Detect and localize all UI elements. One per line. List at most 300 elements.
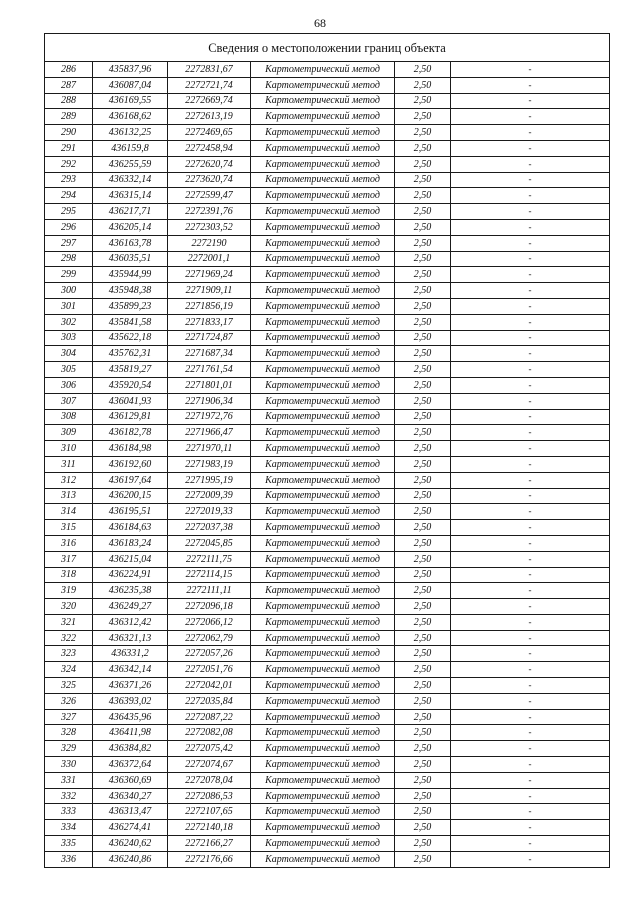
y-coordinate-cell: 2271909,11 xyxy=(168,283,251,299)
method-cell: Картометрический метод xyxy=(251,836,395,852)
y-coordinate-cell: 2271983,19 xyxy=(168,456,251,472)
description-cell: - xyxy=(451,330,610,346)
method-cell: Картометрический метод xyxy=(251,140,395,156)
x-coordinate-cell: 436312,42 xyxy=(93,614,168,630)
table-row xyxy=(45,456,610,472)
point-number-cell: 310 xyxy=(45,441,93,457)
table-row xyxy=(45,820,610,836)
accuracy-cell: 2,50 xyxy=(395,804,451,820)
table-row xyxy=(45,662,610,678)
method-cell: Картометрический метод xyxy=(251,614,395,630)
description-cell: - xyxy=(451,836,610,852)
point-number-cell: 309 xyxy=(45,425,93,441)
description-cell: - xyxy=(451,219,610,235)
method-cell: Картометрический метод xyxy=(251,346,395,362)
method-cell: Картометрический метод xyxy=(251,409,395,425)
table-row xyxy=(45,488,610,504)
point-number-cell: 326 xyxy=(45,693,93,709)
x-coordinate-cell: 435837,96 xyxy=(93,62,168,78)
table-row xyxy=(45,757,610,773)
point-number-cell: 289 xyxy=(45,109,93,125)
x-coordinate-cell: 436169,55 xyxy=(93,93,168,109)
description-cell: - xyxy=(451,662,610,678)
accuracy-cell: 2,50 xyxy=(395,77,451,93)
x-coordinate-cell: 436411,98 xyxy=(93,725,168,741)
method-cell: Картометрический метод xyxy=(251,425,395,441)
x-coordinate-cell: 435762,31 xyxy=(93,346,168,362)
table-row xyxy=(45,567,610,583)
accuracy-cell: 2,50 xyxy=(395,93,451,109)
description-cell: - xyxy=(451,267,610,283)
table-row xyxy=(45,188,610,204)
table-row xyxy=(45,678,610,694)
method-cell: Картометрический метод xyxy=(251,678,395,694)
method-cell: Картометрический метод xyxy=(251,314,395,330)
description-cell: - xyxy=(451,251,610,267)
y-coordinate-cell: 2271724,87 xyxy=(168,330,251,346)
y-coordinate-cell: 2272075,42 xyxy=(168,741,251,757)
y-coordinate-cell: 2272111,11 xyxy=(168,583,251,599)
table-row xyxy=(45,441,610,457)
boundary-coordinates-table xyxy=(44,33,610,868)
point-number-cell: 296 xyxy=(45,219,93,235)
y-coordinate-cell: 2272082,08 xyxy=(168,725,251,741)
y-coordinate-cell: 2272391,76 xyxy=(168,204,251,220)
point-number-cell: 328 xyxy=(45,725,93,741)
y-coordinate-cell: 2271833,17 xyxy=(168,314,251,330)
accuracy-cell: 2,50 xyxy=(395,251,451,267)
y-coordinate-cell: 2272107,65 xyxy=(168,804,251,820)
method-cell: Картометрический метод xyxy=(251,283,395,299)
x-coordinate-cell: 436217,71 xyxy=(93,204,168,220)
description-cell: - xyxy=(451,741,610,757)
y-coordinate-cell: 2272190 xyxy=(168,235,251,251)
point-number-cell: 329 xyxy=(45,741,93,757)
x-coordinate-cell: 436224,91 xyxy=(93,567,168,583)
table-row xyxy=(45,472,610,488)
table-row xyxy=(45,267,610,283)
point-number-cell: 297 xyxy=(45,235,93,251)
description-cell: - xyxy=(451,757,610,773)
point-number-cell: 322 xyxy=(45,630,93,646)
y-coordinate-cell: 2272087,22 xyxy=(168,709,251,725)
y-coordinate-cell: 2272613,19 xyxy=(168,109,251,125)
x-coordinate-cell: 435920,54 xyxy=(93,377,168,393)
accuracy-cell: 2,50 xyxy=(395,820,451,836)
accuracy-cell: 2,50 xyxy=(395,599,451,615)
description-cell: - xyxy=(451,425,610,441)
y-coordinate-cell: 2272721,74 xyxy=(168,77,251,93)
x-coordinate-cell: 436087,04 xyxy=(93,77,168,93)
y-coordinate-cell: 2272074,67 xyxy=(168,757,251,773)
accuracy-cell: 2,50 xyxy=(395,630,451,646)
y-coordinate-cell: 2272831,67 xyxy=(168,62,251,78)
method-cell: Картометрический метод xyxy=(251,488,395,504)
accuracy-cell: 2,50 xyxy=(395,140,451,156)
x-coordinate-cell: 436321,13 xyxy=(93,630,168,646)
y-coordinate-cell: 2272045,85 xyxy=(168,535,251,551)
method-cell: Картометрический метод xyxy=(251,204,395,220)
description-cell: - xyxy=(451,535,610,551)
point-number-cell: 333 xyxy=(45,804,93,820)
y-coordinate-cell: 2271801,01 xyxy=(168,377,251,393)
x-coordinate-cell: 436249,27 xyxy=(93,599,168,615)
method-cell: Картометрический метод xyxy=(251,757,395,773)
y-coordinate-cell: 2272111,75 xyxy=(168,551,251,567)
description-cell: - xyxy=(451,488,610,504)
point-number-cell: 303 xyxy=(45,330,93,346)
method-cell: Картометрический метод xyxy=(251,456,395,472)
point-number-cell: 299 xyxy=(45,267,93,283)
table-row xyxy=(45,298,610,314)
y-coordinate-cell: 2271906,34 xyxy=(168,393,251,409)
method-cell: Картометрический метод xyxy=(251,693,395,709)
table-row xyxy=(45,520,610,536)
x-coordinate-cell: 436168,62 xyxy=(93,109,168,125)
description-cell: - xyxy=(451,520,610,536)
table-row xyxy=(45,425,610,441)
method-cell: Картометрический метод xyxy=(251,472,395,488)
table-row xyxy=(45,646,610,662)
description-cell: - xyxy=(451,235,610,251)
point-number-cell: 291 xyxy=(45,140,93,156)
method-cell: Картометрический метод xyxy=(251,535,395,551)
table-row xyxy=(45,836,610,852)
method-cell: Картометрический метод xyxy=(251,93,395,109)
x-coordinate-cell: 436371,26 xyxy=(93,678,168,694)
point-number-cell: 292 xyxy=(45,156,93,172)
method-cell: Картометрический метод xyxy=(251,709,395,725)
point-number-cell: 331 xyxy=(45,772,93,788)
point-number-cell: 332 xyxy=(45,788,93,804)
point-number-cell: 325 xyxy=(45,678,93,694)
accuracy-cell: 2,50 xyxy=(395,346,451,362)
accuracy-cell: 2,50 xyxy=(395,125,451,141)
point-number-cell: 319 xyxy=(45,583,93,599)
accuracy-cell: 2,50 xyxy=(395,614,451,630)
x-coordinate-cell: 436200,15 xyxy=(93,488,168,504)
point-number-cell: 308 xyxy=(45,409,93,425)
table-row xyxy=(45,109,610,125)
x-coordinate-cell: 436159,8 xyxy=(93,140,168,156)
method-cell: Картометрический метод xyxy=(251,125,395,141)
point-number-cell: 320 xyxy=(45,599,93,615)
table-row xyxy=(45,77,610,93)
accuracy-cell: 2,50 xyxy=(395,488,451,504)
table-row xyxy=(45,599,610,615)
accuracy-cell: 2,50 xyxy=(395,109,451,125)
table-row xyxy=(45,346,610,362)
accuracy-cell: 2,50 xyxy=(395,425,451,441)
x-coordinate-cell: 436313,47 xyxy=(93,804,168,820)
description-cell: - xyxy=(451,172,610,188)
description-cell: - xyxy=(451,283,610,299)
x-coordinate-cell: 436240,62 xyxy=(93,836,168,852)
accuracy-cell: 2,50 xyxy=(395,472,451,488)
point-number-cell: 323 xyxy=(45,646,93,662)
y-coordinate-cell: 2271856,19 xyxy=(168,298,251,314)
x-coordinate-cell: 436331,2 xyxy=(93,646,168,662)
x-coordinate-cell: 436393,02 xyxy=(93,693,168,709)
accuracy-cell: 2,50 xyxy=(395,851,451,867)
page-number: 68 xyxy=(314,16,326,30)
table-row xyxy=(45,251,610,267)
x-coordinate-cell: 436342,14 xyxy=(93,662,168,678)
x-coordinate-cell: 436041,93 xyxy=(93,393,168,409)
description-cell: - xyxy=(451,725,610,741)
point-number-cell: 316 xyxy=(45,535,93,551)
x-coordinate-cell: 435899,23 xyxy=(93,298,168,314)
table-title: Сведения о местоположении границ объекта xyxy=(45,34,610,62)
y-coordinate-cell: 2271969,24 xyxy=(168,267,251,283)
description-cell: - xyxy=(451,504,610,520)
method-cell: Картометрический метод xyxy=(251,251,395,267)
table-row xyxy=(45,725,610,741)
description-cell: - xyxy=(451,614,610,630)
table-row xyxy=(45,204,610,220)
table-row xyxy=(45,156,610,172)
point-number-cell: 287 xyxy=(45,77,93,93)
point-number-cell: 307 xyxy=(45,393,93,409)
y-coordinate-cell: 2272096,18 xyxy=(168,599,251,615)
y-coordinate-cell: 2271972,76 xyxy=(168,409,251,425)
method-cell: Картометрический метод xyxy=(251,298,395,314)
method-cell: Картометрический метод xyxy=(251,630,395,646)
method-cell: Картометрический метод xyxy=(251,377,395,393)
accuracy-cell: 2,50 xyxy=(395,678,451,694)
description-cell: - xyxy=(451,62,610,78)
table-row xyxy=(45,330,610,346)
point-number-cell: 336 xyxy=(45,851,93,867)
description-cell: - xyxy=(451,377,610,393)
y-coordinate-cell: 2272176,66 xyxy=(168,851,251,867)
point-number-cell: 335 xyxy=(45,836,93,852)
point-number-cell: 312 xyxy=(45,472,93,488)
table-row xyxy=(45,614,610,630)
description-cell: - xyxy=(451,204,610,220)
table-row xyxy=(45,235,610,251)
accuracy-cell: 2,50 xyxy=(395,725,451,741)
table-row xyxy=(45,125,610,141)
y-coordinate-cell: 2272037,38 xyxy=(168,520,251,536)
point-number-cell: 324 xyxy=(45,662,93,678)
point-number-cell: 315 xyxy=(45,520,93,536)
description-cell: - xyxy=(451,393,610,409)
table-row xyxy=(45,283,610,299)
accuracy-cell: 2,50 xyxy=(395,156,451,172)
accuracy-cell: 2,50 xyxy=(395,172,451,188)
y-coordinate-cell: 2272078,04 xyxy=(168,772,251,788)
x-coordinate-cell: 436192,60 xyxy=(93,456,168,472)
method-cell: Картометрический метод xyxy=(251,109,395,125)
method-cell: Картометрический метод xyxy=(251,188,395,204)
description-cell: - xyxy=(451,362,610,378)
description-cell: - xyxy=(451,567,610,583)
accuracy-cell: 2,50 xyxy=(395,772,451,788)
description-cell: - xyxy=(451,441,610,457)
accuracy-cell: 2,50 xyxy=(395,235,451,251)
y-coordinate-cell: 2272009,39 xyxy=(168,488,251,504)
table-row xyxy=(45,314,610,330)
y-coordinate-cell: 2272140,18 xyxy=(168,820,251,836)
x-coordinate-cell: 436132,25 xyxy=(93,125,168,141)
y-coordinate-cell: 2271687,34 xyxy=(168,346,251,362)
description-cell: - xyxy=(451,820,610,836)
accuracy-cell: 2,50 xyxy=(395,583,451,599)
point-number-cell: 298 xyxy=(45,251,93,267)
table-row xyxy=(45,362,610,378)
description-cell: - xyxy=(451,804,610,820)
point-number-cell: 306 xyxy=(45,377,93,393)
y-coordinate-cell: 2271970,11 xyxy=(168,441,251,457)
accuracy-cell: 2,50 xyxy=(395,567,451,583)
method-cell: Картометрический метод xyxy=(251,219,395,235)
description-cell: - xyxy=(451,109,610,125)
point-number-cell: 311 xyxy=(45,456,93,472)
method-cell: Картометрический метод xyxy=(251,393,395,409)
point-number-cell: 304 xyxy=(45,346,93,362)
y-coordinate-cell: 2272086,53 xyxy=(168,788,251,804)
table-row xyxy=(45,693,610,709)
y-coordinate-cell: 2272114,15 xyxy=(168,567,251,583)
table-title-row xyxy=(45,34,610,62)
x-coordinate-cell: 436372,64 xyxy=(93,757,168,773)
method-cell: Картометрический метод xyxy=(251,77,395,93)
x-coordinate-cell: 436255,59 xyxy=(93,156,168,172)
x-coordinate-cell: 436035,51 xyxy=(93,251,168,267)
description-cell: - xyxy=(451,678,610,694)
description-cell: - xyxy=(451,551,610,567)
table-row xyxy=(45,93,610,109)
table-row xyxy=(45,140,610,156)
point-number-cell: 288 xyxy=(45,93,93,109)
accuracy-cell: 2,50 xyxy=(395,409,451,425)
accuracy-cell: 2,50 xyxy=(395,662,451,678)
y-coordinate-cell: 2272166,27 xyxy=(168,836,251,852)
x-coordinate-cell: 435819,27 xyxy=(93,362,168,378)
description-cell: - xyxy=(451,298,610,314)
method-cell: Картометрический метод xyxy=(251,441,395,457)
accuracy-cell: 2,50 xyxy=(395,693,451,709)
method-cell: Картометрический метод xyxy=(251,504,395,520)
x-coordinate-cell: 436129,81 xyxy=(93,409,168,425)
description-cell: - xyxy=(451,125,610,141)
x-coordinate-cell: 436240,86 xyxy=(93,851,168,867)
x-coordinate-cell: 436163,78 xyxy=(93,235,168,251)
description-cell: - xyxy=(451,851,610,867)
accuracy-cell: 2,50 xyxy=(395,551,451,567)
accuracy-cell: 2,50 xyxy=(395,788,451,804)
x-coordinate-cell: 436205,14 xyxy=(93,219,168,235)
description-cell: - xyxy=(451,599,610,615)
description-cell: - xyxy=(451,314,610,330)
y-coordinate-cell: 2272599,47 xyxy=(168,188,251,204)
y-coordinate-cell: 2273620,74 xyxy=(168,172,251,188)
accuracy-cell: 2,50 xyxy=(395,836,451,852)
table-row xyxy=(45,804,610,820)
table-row xyxy=(45,377,610,393)
point-number-cell: 301 xyxy=(45,298,93,314)
accuracy-cell: 2,50 xyxy=(395,298,451,314)
method-cell: Картометрический метод xyxy=(251,567,395,583)
accuracy-cell: 2,50 xyxy=(395,646,451,662)
description-cell: - xyxy=(451,346,610,362)
point-number-cell: 302 xyxy=(45,314,93,330)
accuracy-cell: 2,50 xyxy=(395,520,451,536)
x-coordinate-cell: 436340,27 xyxy=(93,788,168,804)
description-cell: - xyxy=(451,77,610,93)
y-coordinate-cell: 2272620,74 xyxy=(168,156,251,172)
y-coordinate-cell: 2272458,94 xyxy=(168,140,251,156)
accuracy-cell: 2,50 xyxy=(395,504,451,520)
y-coordinate-cell: 2272042,01 xyxy=(168,678,251,694)
method-cell: Картометрический метод xyxy=(251,851,395,867)
description-cell: - xyxy=(451,140,610,156)
accuracy-cell: 2,50 xyxy=(395,330,451,346)
accuracy-cell: 2,50 xyxy=(395,456,451,472)
point-number-cell: 317 xyxy=(45,551,93,567)
method-cell: Картометрический метод xyxy=(251,156,395,172)
method-cell: Картометрический метод xyxy=(251,820,395,836)
point-number-cell: 300 xyxy=(45,283,93,299)
table-row xyxy=(45,709,610,725)
description-cell: - xyxy=(451,788,610,804)
description-cell: - xyxy=(451,583,610,599)
method-cell: Картометрический метод xyxy=(251,662,395,678)
x-coordinate-cell: 435944,99 xyxy=(93,267,168,283)
table-row xyxy=(45,172,610,188)
y-coordinate-cell: 2271761,54 xyxy=(168,362,251,378)
table-row xyxy=(45,409,610,425)
x-coordinate-cell: 436315,14 xyxy=(93,188,168,204)
description-cell: - xyxy=(451,188,610,204)
accuracy-cell: 2,50 xyxy=(395,535,451,551)
description-cell: - xyxy=(451,709,610,725)
method-cell: Картометрический метод xyxy=(251,725,395,741)
point-number-cell: 295 xyxy=(45,204,93,220)
method-cell: Картометрический метод xyxy=(251,520,395,536)
point-number-cell: 293 xyxy=(45,172,93,188)
description-cell: - xyxy=(451,456,610,472)
method-cell: Картометрический метод xyxy=(251,788,395,804)
description-cell: - xyxy=(451,772,610,788)
method-cell: Картометрический метод xyxy=(251,551,395,567)
method-cell: Картометрический метод xyxy=(251,599,395,615)
x-coordinate-cell: 436215,04 xyxy=(93,551,168,567)
y-coordinate-cell: 2272019,33 xyxy=(168,504,251,520)
point-number-cell: 321 xyxy=(45,614,93,630)
y-coordinate-cell: 2272669,74 xyxy=(168,93,251,109)
point-number-cell: 305 xyxy=(45,362,93,378)
table-row xyxy=(45,219,610,235)
point-number-cell: 330 xyxy=(45,757,93,773)
y-coordinate-cell: 2271995,19 xyxy=(168,472,251,488)
description-cell: - xyxy=(451,409,610,425)
table-row xyxy=(45,62,610,78)
y-coordinate-cell: 2271966,47 xyxy=(168,425,251,441)
description-cell: - xyxy=(451,646,610,662)
description-cell: - xyxy=(451,93,610,109)
x-coordinate-cell: 435622,18 xyxy=(93,330,168,346)
point-number-cell: 313 xyxy=(45,488,93,504)
accuracy-cell: 2,50 xyxy=(395,441,451,457)
table-row xyxy=(45,788,610,804)
accuracy-cell: 2,50 xyxy=(395,709,451,725)
x-coordinate-cell: 436435,96 xyxy=(93,709,168,725)
y-coordinate-cell: 2272051,76 xyxy=(168,662,251,678)
method-cell: Картометрический метод xyxy=(251,772,395,788)
table-row xyxy=(45,741,610,757)
